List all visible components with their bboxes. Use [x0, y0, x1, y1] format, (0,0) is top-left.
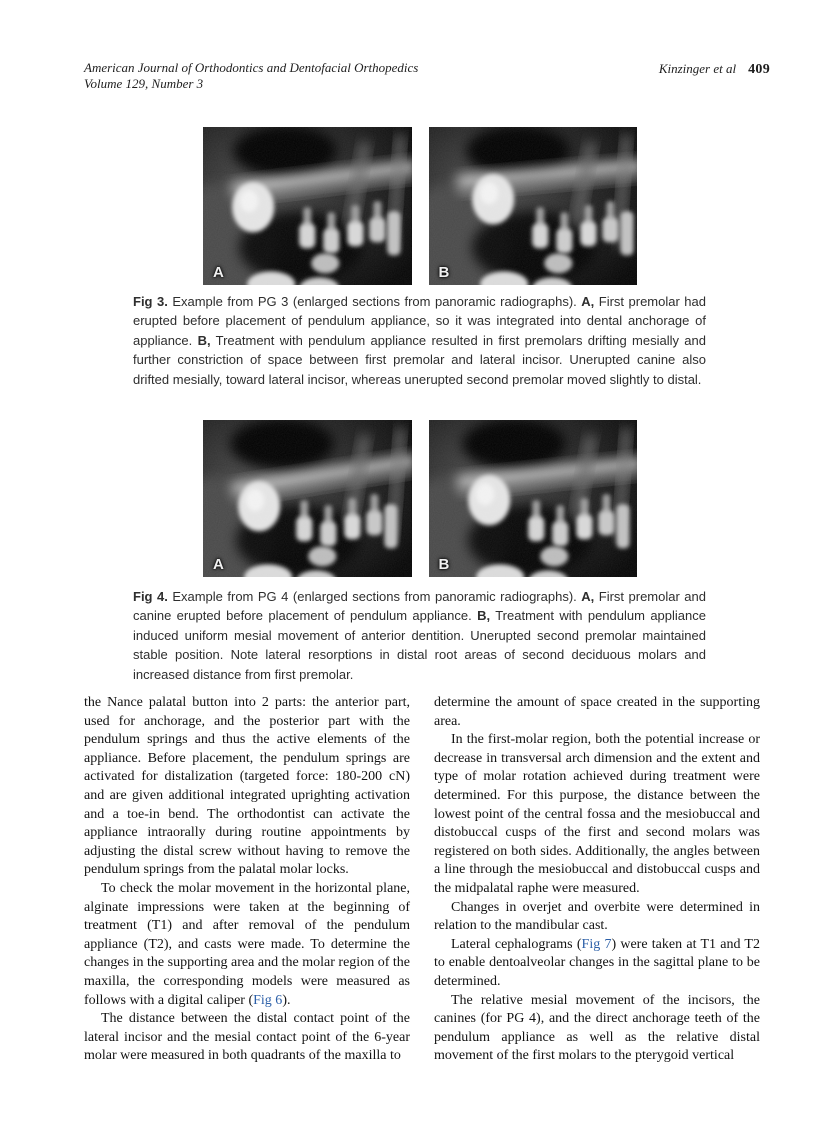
- running-head: [659, 61, 770, 78]
- text-run: the Nance palatal button into 2 parts: the anterior part, used for anchorage, and the posterior part with the pendulum springs and thus the active elements of the appliance. Before placement, the pendulum springs are activated for distalization (targeted force: 180-200 cN) and are given additional integrated uprighting activation and a toe-in bend. The orthodontist can activate the appliance intraorally during routine appointments by adjusting the distal screw without having to remove the pendulum springs from the palatal molar locks.: [84, 695, 410, 878]
- paragraph: [84, 694, 410, 880]
- figure-3: [203, 127, 637, 285]
- text-run: The relative mesial movement of the incisors, the canines (for PG 4), and the direct anchorage teeth of the pendulum appliance as well as the relative distal movement of the first molars to the pterygoid vertical: [434, 992, 760, 1064]
- paragraph: [434, 899, 760, 936]
- text-run: First premolar had erupted before placement of pendulum appliance, so it was integrated into dental anchorage of appliance.: [133, 294, 706, 348]
- figure-3-caption: [133, 292, 706, 389]
- page-number: 409: [748, 62, 770, 77]
- text-run: ) were taken at T1 and T2 to enable dentoalveolar changes in the sagittal plane to be determined.: [434, 936, 760, 989]
- radiograph-image: [203, 420, 412, 577]
- running-head-authors: Kinzinger et al: [658, 61, 737, 76]
- bold-text-run: A,: [581, 589, 595, 604]
- fig6-link[interactable]: Fig 6: [253, 992, 283, 1008]
- paragraph: [434, 936, 760, 992]
- radiograph-panel-fig3-a: [203, 127, 412, 285]
- radiograph-panel-fig4-b: [429, 420, 638, 577]
- paragraph: [84, 880, 410, 1010]
- radiograph-image: [429, 127, 638, 285]
- journal-volume: Volume 129, Number 3: [84, 75, 204, 91]
- journal-title: American Journal of Orthodontics and Dentofacial Orthopedics: [84, 60, 419, 75]
- bold-text-run: Fig 4.: [133, 589, 168, 604]
- text-run: First premolar and canine erupted before placement of pendulum appliance.: [133, 589, 706, 624]
- text-run: Lateral cephalograms (: [451, 936, 582, 952]
- text-run: Example from PG 3 (enlarged sections from panoramic radiographs).: [167, 294, 582, 309]
- paragraph: [434, 694, 760, 731]
- text-run: Treatment with pendulum appliance resulted in first premolars drifting mesially and further constriction of space between first premolar and lateral incisor. Unerupted canine also drifted mesially, toward lateral incisor, whereas unerupted second premolar moved slightly to distal.: [133, 332, 706, 387]
- radiograph-panel-fig3-b: [429, 127, 638, 285]
- paragraph: [434, 992, 760, 1066]
- bold-text-run: B,: [197, 332, 211, 348]
- text-run: ).: [282, 992, 291, 1008]
- text-run: Example from PG 4 (enlarged sections from panoramic radiographs).: [167, 589, 582, 604]
- body-left-column: [84, 694, 410, 1066]
- panel-label: A: [213, 264, 224, 281]
- body-right-column: [434, 694, 760, 1066]
- text-run: determine the amount of space created in the supporting area.: [434, 695, 760, 729]
- radiograph-panel-fig4-a: [203, 420, 412, 577]
- panel-label: A: [213, 556, 224, 573]
- paragraph: [434, 731, 760, 898]
- radiograph-image: [203, 127, 412, 285]
- panel-label: B: [438, 556, 450, 573]
- journal-header: [84, 60, 418, 91]
- text-run: To check the molar movement in the horizontal plane, alginate impressions were taken at the beginning of treatment (T1) and after removal of the pendulum appliance (T2), and casts were made. To determine the changes in the supporting area and the molar region of the maxilla, the corresponding models were measured as follows with a digital caliper (: [84, 880, 410, 1008]
- text-run: Changes in overjet and overbite were determined in relation to the mandibular cast.: [434, 899, 760, 934]
- paragraph: [84, 1010, 410, 1066]
- bold-text-run: B,: [477, 608, 491, 624]
- panel-label: B: [438, 264, 450, 281]
- fig7-link[interactable]: Fig 7: [581, 936, 612, 952]
- figure-4-caption: [133, 587, 706, 684]
- bold-text-run: Fig 3.: [133, 294, 168, 309]
- text-run: In the first-molar region, both the potential increase or decrease in transversal arch dimension and the extent and type of molar rotation achieved during treatment were determined. For this purpose, the distance between the lowest point of the central fossa and the mesiobuccal and distobuccal cusps of the first and second molars was registered on both sides. Additionally, the angles between a line through the mesiobuccal and distobuccal cusps and the midpalatal raphe were measured.: [434, 732, 760, 896]
- figure-4: [203, 420, 637, 577]
- radiograph-image: [429, 420, 638, 577]
- text-run: Treatment with pendulum appliance induced uniform mesial movement of anterior dentition. Unerupted second premolar maintained stable position. Note lateral resorptions in distal root areas of second deciduous molars and increased distance from first premolar.: [133, 608, 706, 682]
- text-run: The distance between the distal contact point of the lateral incisor and the mesial contact point of the 6-year molar were measured in both quadrants of the maxilla to: [84, 1011, 410, 1064]
- bold-text-run: A,: [581, 294, 595, 309]
